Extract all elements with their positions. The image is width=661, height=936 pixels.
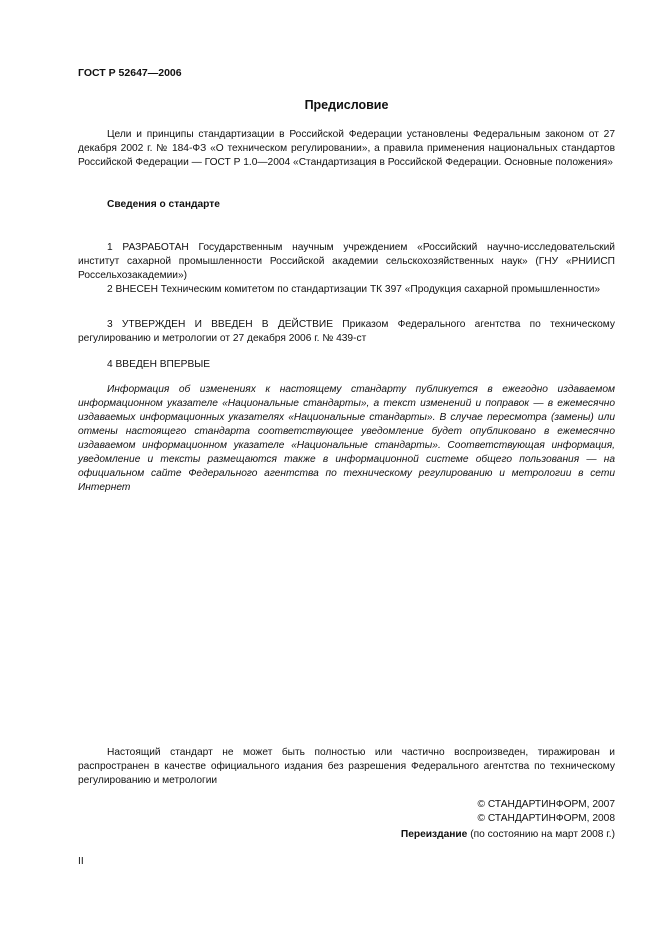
page-number: II [78, 856, 84, 867]
page-title: Предисловие [304, 98, 389, 112]
reissue-label: Переиздание [400, 829, 468, 840]
item-developed: 1 РАЗРАБОТАН Государственным научным учреждением «Российский научно-исследовательский институт сахарной промышленности Российской академии сельскохозяйственных наук» (ГНУ «РНИИСП Россельхозакадемии») [78, 242, 615, 281]
item-submitted: 2 ВНЕСЕН Техническим комитетом по стандартизации ТК 397 «Продукция сахарной промышленности» [107, 284, 601, 295]
standard-code-header: ГОСТ Р 52647—2006 [78, 67, 182, 79]
item-first-introduced: 4 ВВЕДЕН ВПЕРВЫЕ [107, 359, 211, 370]
reproduction-notice: Настоящий стандарт не может быть полностью или частично воспроизведен, тиражирован и распространен в качестве официального издания без разрешения Федерального агентства по техническому регулированию и метрологии [78, 747, 615, 786]
copyright-line: © СТАНДАРТИНФОРМ, 2007 [477, 799, 615, 810]
changes-notice: Информация об изменениях к настоящему стандарту публикуется в ежегодно издаваемом информационном указателе «Национальные стандарты», а текст изменений и поправок — в ежемесячно издаваемых информационных указателях «Национальные стандарты». В случае пересмотра (замены) или отмены настоящего стандарта соответствующее уведомление будет опубликовано в ежемесячно издаваемом информационном указателе «Национальные стандарты». Соответствующая информация, уведомление и тексты размещаются также в информационной системе общего пользования — на официальном сайте Федерального агентства по техническому регулированию и метрологии в сети Интернет [78, 384, 615, 493]
copyright-line: © СТАНДАРТИНФОРМ, 2008 [477, 813, 615, 824]
reissue-line [401, 828, 615, 842]
info-heading: Сведения о стандарте [107, 199, 220, 210]
item-approved: 3 УТВЕРЖДЕН И ВВЕДЕН В ДЕЙСТВИЕ Приказом Федерального агентства по техническому регулированию и метрологии от 27 декабря 2006 г. № 439-ст [78, 319, 615, 344]
reissue-detail: (по состоянию на март 2008 г.) [470, 829, 615, 840]
intro-paragraph: Цели и принципы стандартизации в Российской Федерации установлены Федеральным законом от 27 декабря 2002 г. № 184-ФЗ «О техническом регулировании», а правила применения национальных стандартов Российской Федерации — ГОСТ Р 1.0—2004 «Стандартизация в Российской Федерации. Основные положения» [78, 129, 615, 168]
